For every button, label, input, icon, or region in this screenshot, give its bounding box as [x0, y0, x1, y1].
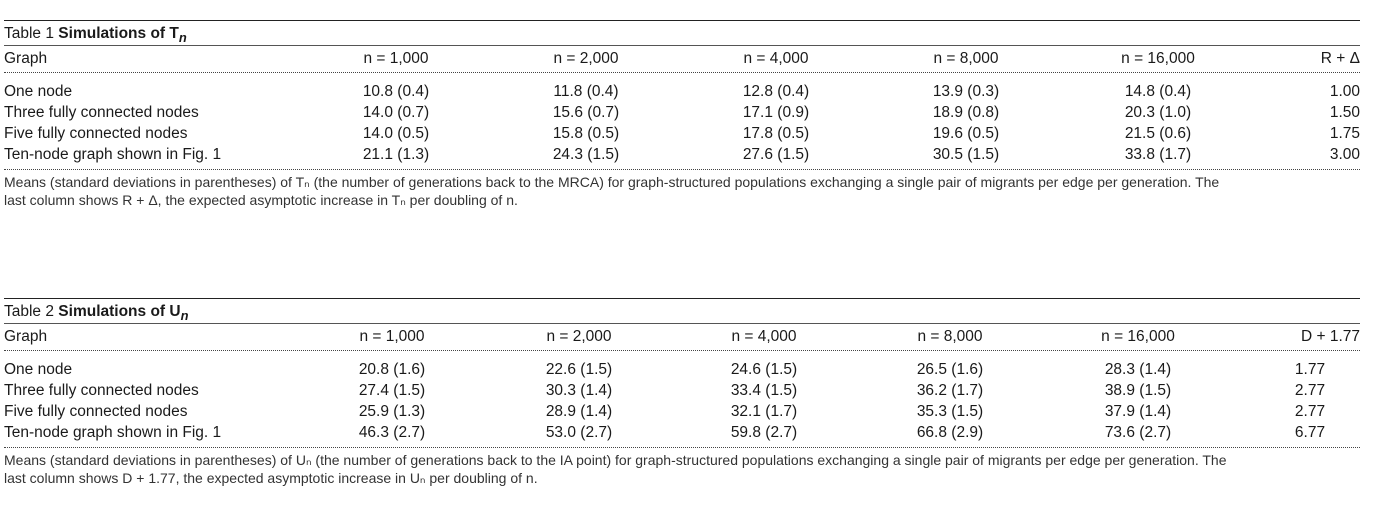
- column-header-n2000: n = 2,000: [546, 328, 612, 345]
- cell-value: 27.4 (1.5): [358, 382, 426, 399]
- table-row: [4, 380, 1360, 401]
- cell-value: 13.9 (0.3): [932, 83, 1000, 100]
- table-footnote-line: Means (standard deviations in parentheses) of Uₙ (the number of generations back to the IA point) for graph-structured populations exchanging a single pair of migrants per edge per generation. The: [4, 452, 1227, 468]
- table-1: [4, 20, 1360, 209]
- column-header-n4000: n = 4,000: [731, 328, 797, 345]
- cell-value: 53.0 (2.7): [545, 424, 613, 441]
- column-header-asymptotic: D + 1.77: [1300, 328, 1360, 345]
- table-footnote: [4, 448, 1360, 487]
- cell-value: 19.6 (0.5): [932, 125, 1000, 142]
- table-footnote-line: Means (standard deviations in parentheses) of Tₙ (the number of generations back to the MRCA) for graph-structured populations exchanging a single pair of migrants per edge per generation. The: [4, 174, 1220, 190]
- cell-value: 37.9 (1.4): [1104, 403, 1172, 420]
- cell-value: 20.3 (1.0): [1124, 104, 1192, 121]
- cell-value: 20.8 (1.6): [358, 361, 426, 378]
- row-label: One node: [4, 83, 73, 100]
- cell-value: 32.1 (1.7): [730, 403, 798, 420]
- column-header-asymptotic: R + Δ: [1320, 50, 1360, 67]
- row-label: Ten-node graph shown in Fig. 1: [4, 424, 222, 441]
- table-footnote: [4, 170, 1360, 209]
- cell-value: 21.1 (1.3): [362, 146, 430, 163]
- cell-value: 66.8 (2.9): [916, 424, 984, 441]
- row-label: Three fully connected nodes: [4, 104, 199, 121]
- column-header-row: [4, 46, 1360, 72]
- cell-value: 1.77: [1294, 361, 1326, 378]
- cell-value: 15.8 (0.5): [552, 125, 620, 142]
- row-label: Three fully connected nodes: [4, 382, 199, 399]
- cell-value: 2.77: [1294, 403, 1326, 420]
- cell-value: 10.8 (0.4): [362, 83, 430, 100]
- cell-value: 18.9 (0.8): [932, 104, 1000, 121]
- table-footnote-line: last column shows R + Δ, the expected asymptotic increase in Tₙ per doubling of n.: [4, 192, 518, 208]
- cell-value: 24.3 (1.5): [552, 146, 620, 163]
- cell-value: 36.2 (1.7): [916, 382, 984, 399]
- cell-value: 21.5 (0.6): [1124, 125, 1192, 142]
- cell-value: 38.9 (1.5): [1104, 382, 1172, 399]
- column-header-n2000: n = 2,000: [553, 50, 619, 67]
- column-header-n4000: n = 4,000: [743, 50, 809, 67]
- table-caption: [4, 21, 1360, 46]
- column-header-n1000: n = 1,000: [359, 328, 425, 345]
- cell-value: 17.1 (0.9): [742, 104, 810, 121]
- row-label: Five fully connected nodes: [4, 403, 188, 420]
- table-row: [4, 422, 1360, 443]
- column-header-row: [4, 324, 1360, 350]
- cell-value: 35.3 (1.5): [916, 403, 984, 420]
- column-header-n8000: n = 8,000: [917, 328, 983, 345]
- column-header-n16000: n = 16,000: [1101, 328, 1175, 345]
- cell-value: 11.8 (0.4): [553, 83, 619, 100]
- cell-value: 15.6 (0.7): [552, 104, 620, 121]
- cell-value: 14.0 (0.5): [362, 125, 430, 142]
- table-caption: [4, 299, 1360, 324]
- cell-value: 33.4 (1.5): [730, 382, 798, 399]
- column-header-n8000: n = 8,000: [933, 50, 999, 67]
- cell-value: 28.9 (1.4): [545, 403, 613, 420]
- cell-value: 2.77: [1294, 382, 1326, 399]
- cell-value: 26.5 (1.6): [916, 361, 984, 378]
- cell-value: 12.8 (0.4): [742, 83, 810, 100]
- cell-value: 46.3 (2.7): [358, 424, 426, 441]
- table-row: [4, 81, 1360, 102]
- cell-value: 1.50: [1329, 104, 1360, 121]
- cell-value: 6.77: [1294, 424, 1326, 441]
- column-header-n1000: n = 1,000: [363, 50, 429, 67]
- cell-value: 27.6 (1.5): [742, 146, 810, 163]
- table-label: Table 2: [4, 303, 54, 320]
- cell-value: 30.5 (1.5): [932, 146, 1000, 163]
- cell-value: 14.0 (0.7): [362, 104, 430, 121]
- row-label: One node: [4, 361, 73, 378]
- column-header-n16000: n = 16,000: [1121, 50, 1195, 67]
- cell-value: 25.9 (1.3): [358, 403, 426, 420]
- column-header-graph: Graph: [4, 50, 48, 67]
- table-title: Simulations of $U_n$: [58, 303, 189, 324]
- cell-value: 1.75: [1329, 125, 1360, 142]
- cell-value: 17.8 (0.5): [742, 125, 810, 142]
- cell-value: 14.8 (0.4): [1124, 83, 1192, 100]
- cell-value: 22.6 (1.5): [545, 361, 613, 378]
- table-row: [4, 102, 1360, 123]
- table-label: Table 1: [4, 25, 54, 42]
- table-footnote-line: last column shows D + 1.77, the expected asymptotic increase in Uₙ per doubling of n.: [4, 470, 538, 486]
- table-2: [4, 298, 1360, 487]
- column-header-graph: Graph: [4, 328, 48, 345]
- cell-value: 28.3 (1.4): [1104, 361, 1172, 378]
- cell-value: 59.8 (2.7): [730, 424, 798, 441]
- cell-value: 30.3 (1.4): [545, 382, 613, 399]
- cell-value: 73.6 (2.7): [1104, 424, 1172, 441]
- table-row: [4, 359, 1360, 380]
- cell-value: 1.00: [1329, 83, 1360, 100]
- cell-value: 3.00: [1329, 146, 1360, 163]
- cell-value: 24.6 (1.5): [730, 361, 798, 378]
- table-title: Simulations of $T_n$: [58, 25, 187, 46]
- row-label: Five fully connected nodes: [4, 125, 188, 142]
- row-label: Ten-node graph shown in Fig. 1: [4, 146, 222, 163]
- table-row: [4, 123, 1360, 144]
- cell-value: 33.8 (1.7): [1124, 146, 1192, 163]
- table-row: [4, 401, 1360, 422]
- table-row: [4, 144, 1360, 165]
